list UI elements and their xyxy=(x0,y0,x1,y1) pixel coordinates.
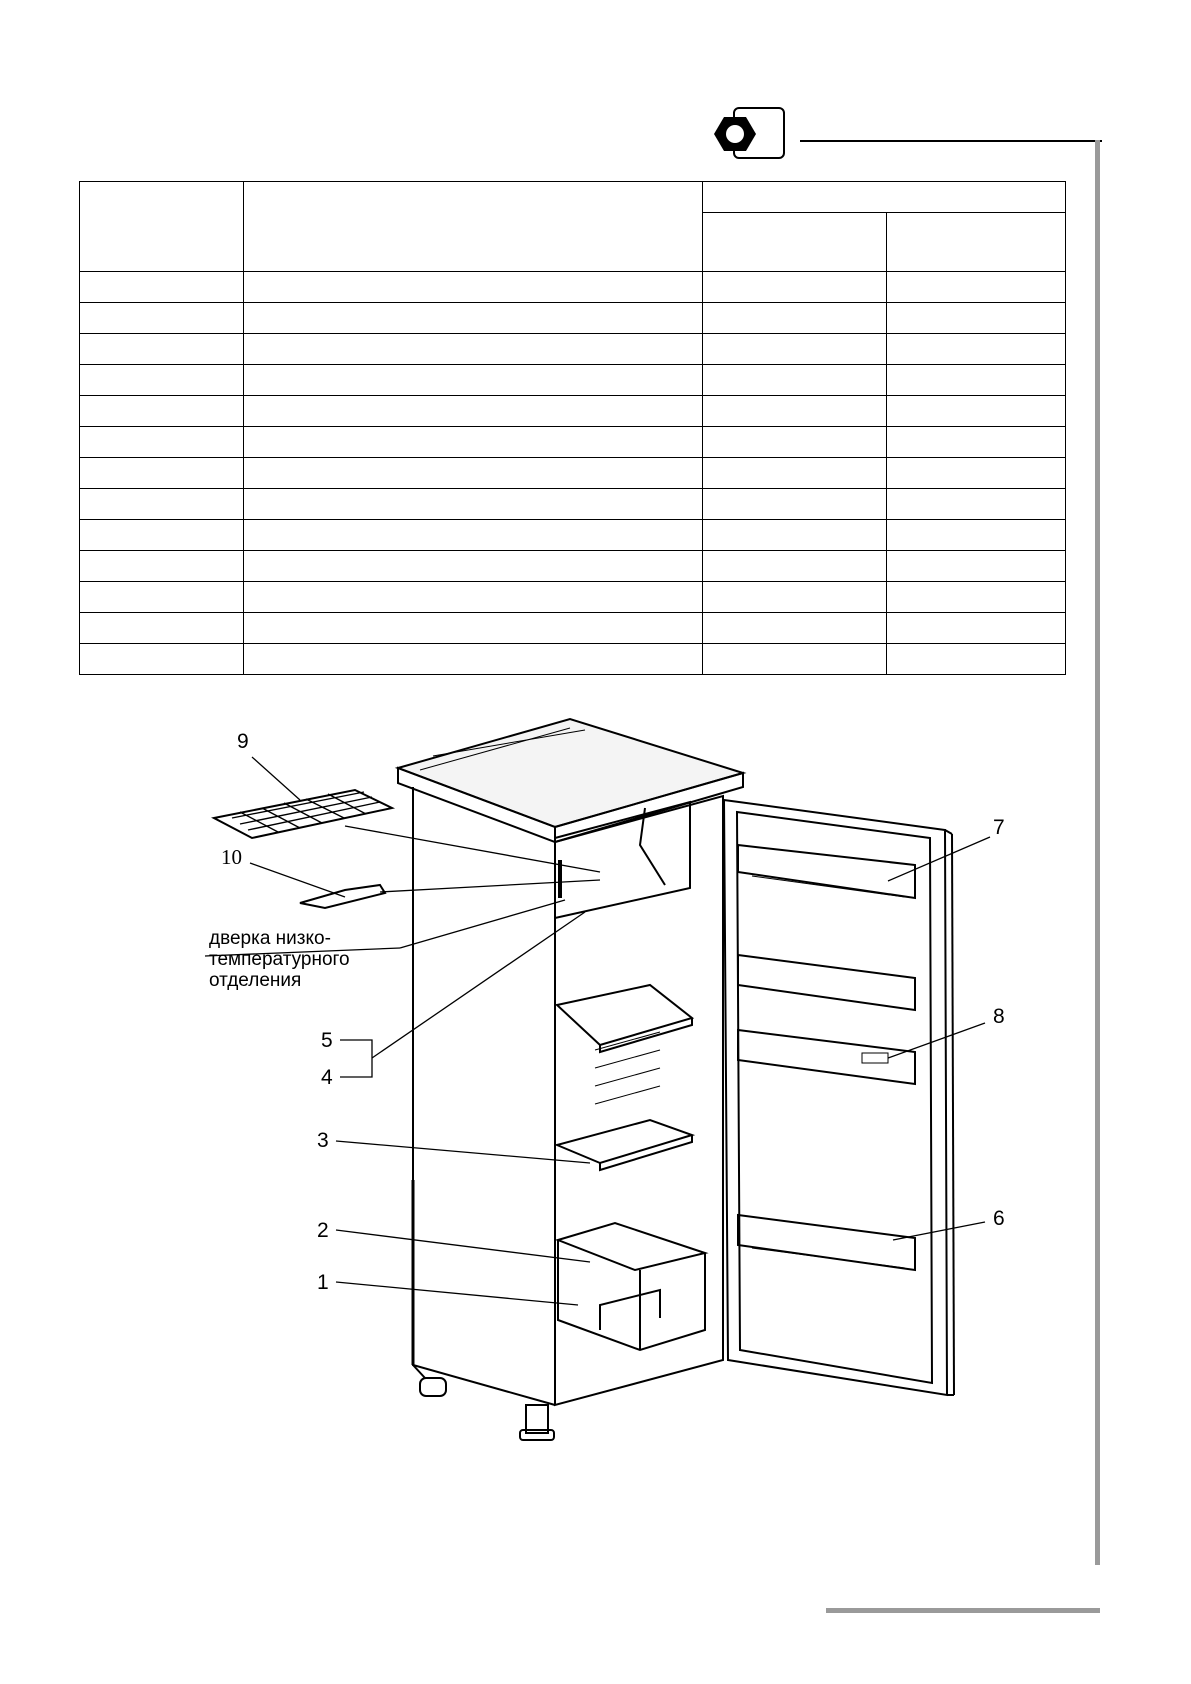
callout-10: 10 xyxy=(221,845,242,869)
door-balcony-second xyxy=(738,955,915,1010)
callout-8: 8 xyxy=(993,1005,1005,1028)
callout-5: 5 xyxy=(321,1029,333,1052)
fridge-body xyxy=(413,787,723,1405)
callout-1: 1 xyxy=(317,1271,329,1294)
callout-6: 6 xyxy=(993,1207,1005,1230)
door-balcony-bottom xyxy=(738,1215,915,1270)
freezer-door-label-line: отделения xyxy=(209,970,302,991)
door-balcony-third xyxy=(738,1030,915,1084)
freezer-door-label-line: дверка низко- xyxy=(209,928,331,949)
callout-7: 7 xyxy=(993,816,1005,839)
fridge-door xyxy=(724,800,954,1395)
fridge-feet xyxy=(420,1378,554,1440)
fridge-top-panel xyxy=(398,719,743,842)
freezer-door-label-line: температурного xyxy=(209,949,350,970)
callout-4: 4 xyxy=(321,1066,333,1089)
freezer-door-label xyxy=(209,928,350,991)
callout-3: 3 xyxy=(317,1129,329,1152)
callout-2: 2 xyxy=(317,1219,329,1242)
vegetable-drawer xyxy=(558,1223,705,1350)
callout-9: 9 xyxy=(237,730,249,753)
door-balcony-top xyxy=(738,845,915,898)
